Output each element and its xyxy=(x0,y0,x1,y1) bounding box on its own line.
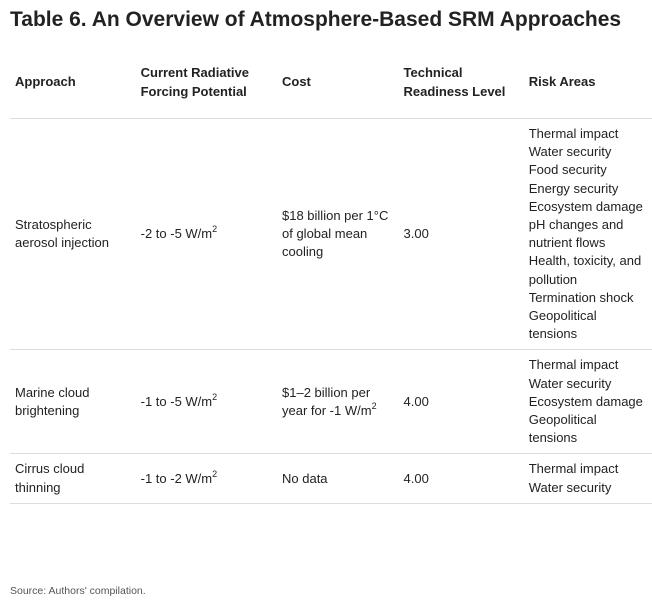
cell-risk-areas xyxy=(524,454,652,503)
cost-text: No data xyxy=(282,470,328,486)
forcing-superscript: 2 xyxy=(212,468,218,479)
header-forcing: Current Radiative Forcing Potential xyxy=(140,65,249,99)
risk-item: Health, toxicity, and pollution xyxy=(528,253,642,287)
table-header-row xyxy=(10,52,652,119)
source-note: Source: Authors' compilation. xyxy=(10,585,146,597)
risk-item: Ecosystem damage xyxy=(528,393,643,409)
cost-text: $18 billion per 1°C of global mean cooling xyxy=(282,207,389,260)
forcing-text: -1 to -5 W/m xyxy=(140,393,213,409)
header-cost: Cost xyxy=(282,74,311,90)
cell-forcing xyxy=(136,454,277,503)
cell-risk-areas xyxy=(524,119,652,350)
cell-cost xyxy=(277,350,399,454)
header-trl: Technical Readiness Level xyxy=(403,65,506,99)
table-row xyxy=(10,350,652,454)
risk-item: Termination shock xyxy=(528,289,634,305)
forcing-text: -1 to -2 W/m xyxy=(140,470,213,486)
cell-cost xyxy=(277,454,399,503)
cell-trl xyxy=(399,454,524,503)
header-risk: Risk Areas xyxy=(528,74,596,90)
risk-item: Food security xyxy=(528,162,607,178)
risk-item: Water security xyxy=(528,375,612,391)
approach-text: Stratospheric aerosol injection xyxy=(15,217,109,251)
risk-item: Geopolitical tensions xyxy=(528,308,597,342)
risk-item: Geopolitical tensions xyxy=(528,412,597,446)
risk-item: Thermal impact xyxy=(528,461,619,477)
risk-item: Water security xyxy=(528,479,612,495)
risk-item: pH changes and nutrient flows xyxy=(528,217,624,251)
cell-trl xyxy=(399,119,524,350)
forcing-superscript: 2 xyxy=(212,224,218,235)
approach-text: Cirrus cloud thinning xyxy=(15,461,85,495)
cell-forcing xyxy=(136,119,277,350)
forcing-text: -2 to -5 W/m xyxy=(140,226,213,242)
risk-item: Water security xyxy=(528,144,612,160)
table-row xyxy=(10,454,652,503)
table-body xyxy=(10,119,652,504)
risk-item: Ecosystem damage xyxy=(528,198,643,214)
srm-approaches-table xyxy=(10,52,652,504)
cell-approach xyxy=(10,350,136,454)
trl-text: 4.00 xyxy=(403,470,429,486)
cost-superscript: 2 xyxy=(371,400,377,411)
trl-text: 4.00 xyxy=(403,393,429,409)
risk-item: Energy security xyxy=(528,180,619,196)
table-row xyxy=(10,119,652,350)
header-approach: Approach xyxy=(15,74,76,90)
approach-text: Marine cloud brightening xyxy=(15,384,90,418)
cost-text: $1–2 billion per year for -1 W/m xyxy=(282,384,372,418)
risk-item: Thermal impact xyxy=(528,126,619,141)
trl-text: 3.00 xyxy=(403,226,429,242)
table-title: Table 6. An Overview of Atmosphere-Based SRM Approaches xyxy=(10,8,622,31)
risk-item: Thermal impact xyxy=(528,357,619,373)
cell-approach xyxy=(10,454,136,503)
cell-risk-areas xyxy=(524,350,652,454)
cell-forcing xyxy=(136,350,277,454)
cell-approach xyxy=(10,119,136,350)
cell-cost xyxy=(277,119,399,350)
cell-trl xyxy=(399,350,524,454)
forcing-superscript: 2 xyxy=(212,391,218,402)
